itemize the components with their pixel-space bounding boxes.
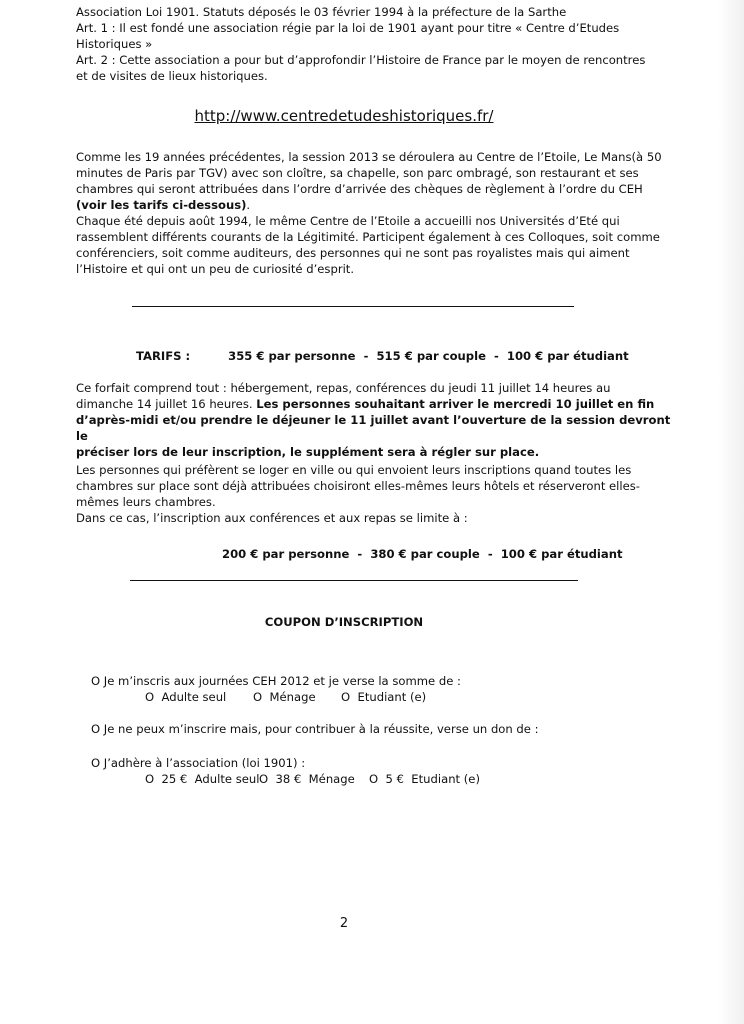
scan-edge-shadow — [718, 0, 744, 1024]
option-don[interactable]: O Je ne peux m’inscrire mais, pour contribuer à la réussite, verse un don de : — [91, 722, 539, 736]
association-header — [76, 4, 676, 84]
intro-line — [76, 197, 676, 213]
tarifs-label: TARIFS : — [136, 349, 191, 363]
ville-line: mêmes leurs chambres. — [76, 495, 216, 509]
tarif-sep: - — [357, 547, 363, 561]
tarif-sep: - — [494, 349, 499, 363]
intro-line: Chaque été depuis août 1994, le même Centre de l’Etoile a accueilli nos Universités d’Eté qui — [76, 214, 620, 228]
tarif-sep: - — [487, 547, 493, 561]
forfait-bold: Les personnes souhaitant arriver le mercredi 10 juillet en fin — [256, 397, 655, 411]
intro-line: chambres qui seront attribuées dans l’ordre d’arrivée des chèques de règlement à l’ordre du CEH — [76, 182, 643, 196]
tarif-student: 100 € par étudiant — [500, 547, 623, 561]
option-adhesion-etudiant[interactable]: O 5 € Etudiant (e) — [369, 772, 480, 786]
forfait-text: dimanche 14 juillet 16 heures. — [76, 397, 257, 411]
tarif-couple: 380 € par couple — [370, 547, 480, 561]
header-line: Historiques » — [76, 37, 153, 51]
forfait-line: Ce forfait comprend tout : hébergement, repas, conférences du jeudi 11 juillet 14 heures au — [76, 381, 611, 395]
intro-period: . — [246, 198, 251, 212]
tarif-couple: 515 € par couple — [376, 349, 486, 363]
page-number: 2 — [339, 916, 349, 931]
header-line: et de visites de lieux historiques. — [76, 69, 268, 83]
tarifs-row — [136, 348, 629, 364]
intro-paragraph — [76, 149, 676, 277]
intro-tarifs-ref: (voir les tarifs ci-dessous) — [76, 198, 247, 212]
divider — [130, 580, 578, 581]
header-line: Association Loi 1901. Statuts déposés le 03 février 1994 à la préfecture de la Sarthe — [76, 5, 567, 19]
intro-line: l’Histoire et qui ont un peu de curiosité d’esprit. — [76, 262, 355, 276]
option-adhesion-adulte[interactable]: O 25 € Adulte seul — [145, 772, 260, 786]
option-menage[interactable]: O Ménage — [253, 690, 316, 704]
ville-paragraph — [76, 462, 676, 526]
option-adulte-seul[interactable]: O Adulte seul — [145, 690, 227, 704]
ville-line: Dans ce cas, l’inscription aux conférences et aux repas se limite à : — [76, 511, 468, 525]
tarif-student: 100 € par étudiant — [506, 349, 629, 363]
option-adhesion[interactable]: O J’adhère à l’association (loi 1901) : — [91, 756, 306, 770]
option-inscription[interactable]: O Je m’inscris aux journées CEH 2012 et je verse la somme de : — [91, 674, 461, 688]
header-line: Art. 2 : Cette association a pour but d’approfondir l’Histoire de France par le moyen de rencontres — [76, 53, 646, 67]
tarif-person: 355 € par personne — [228, 349, 356, 363]
tarif-person: 200 € par personne — [222, 547, 350, 561]
intro-line: Comme les 19 années précédentes, la session 2013 se déroulera au Centre de l’Etoile, Le Mans(à 50 — [76, 150, 662, 164]
website-link[interactable]: http://www.centredetudeshistoriques.fr/ — [194, 107, 494, 125]
forfait-line — [76, 396, 676, 412]
tarifs-ville-row — [222, 546, 623, 562]
option-adhesion-menage[interactable]: O 38 € Ménage — [259, 772, 355, 786]
intro-line: minutes de Paris par TGV) avec son cloître, sa chapelle, son parc ombragé, son restaurant et ses — [76, 166, 639, 180]
header-line: Art. 1 : Il est fondé une association régie par la loi de 1901 ayant pour titre « Centre d’Etudes — [76, 21, 620, 35]
option-etudiant[interactable]: O Etudiant (e) — [341, 690, 427, 704]
forfait-paragraph — [76, 380, 676, 460]
tarif-sep: - — [363, 349, 369, 363]
intro-line: rassemblent différents courants de la Légitimité. Participent également à ces Colloques, soit comme — [76, 230, 660, 244]
ville-line: Les personnes qui préfèrent se loger en ville ou qui envoient leurs inscriptions quand toutes les — [76, 463, 632, 477]
coupon-title: COUPON D’INSCRIPTION — [264, 615, 424, 629]
ville-line: chambres sur place sont déjà attribuées choisiront elles-mêmes leurs hôtels et réserveront elles- — [76, 479, 640, 493]
divider — [132, 306, 574, 307]
forfait-line: préciser lors de leur inscription, le supplément sera à régler sur place. — [76, 445, 540, 459]
forfait-line: d’après-midi et/ou prendre le déjeuner le 11 juillet avant l’ouverture de la session devront le — [76, 413, 671, 443]
intro-line: conférenciers, soit comme auditeurs, des personnes qui ne sont pas royalistes mais qui aiment — [76, 246, 630, 260]
